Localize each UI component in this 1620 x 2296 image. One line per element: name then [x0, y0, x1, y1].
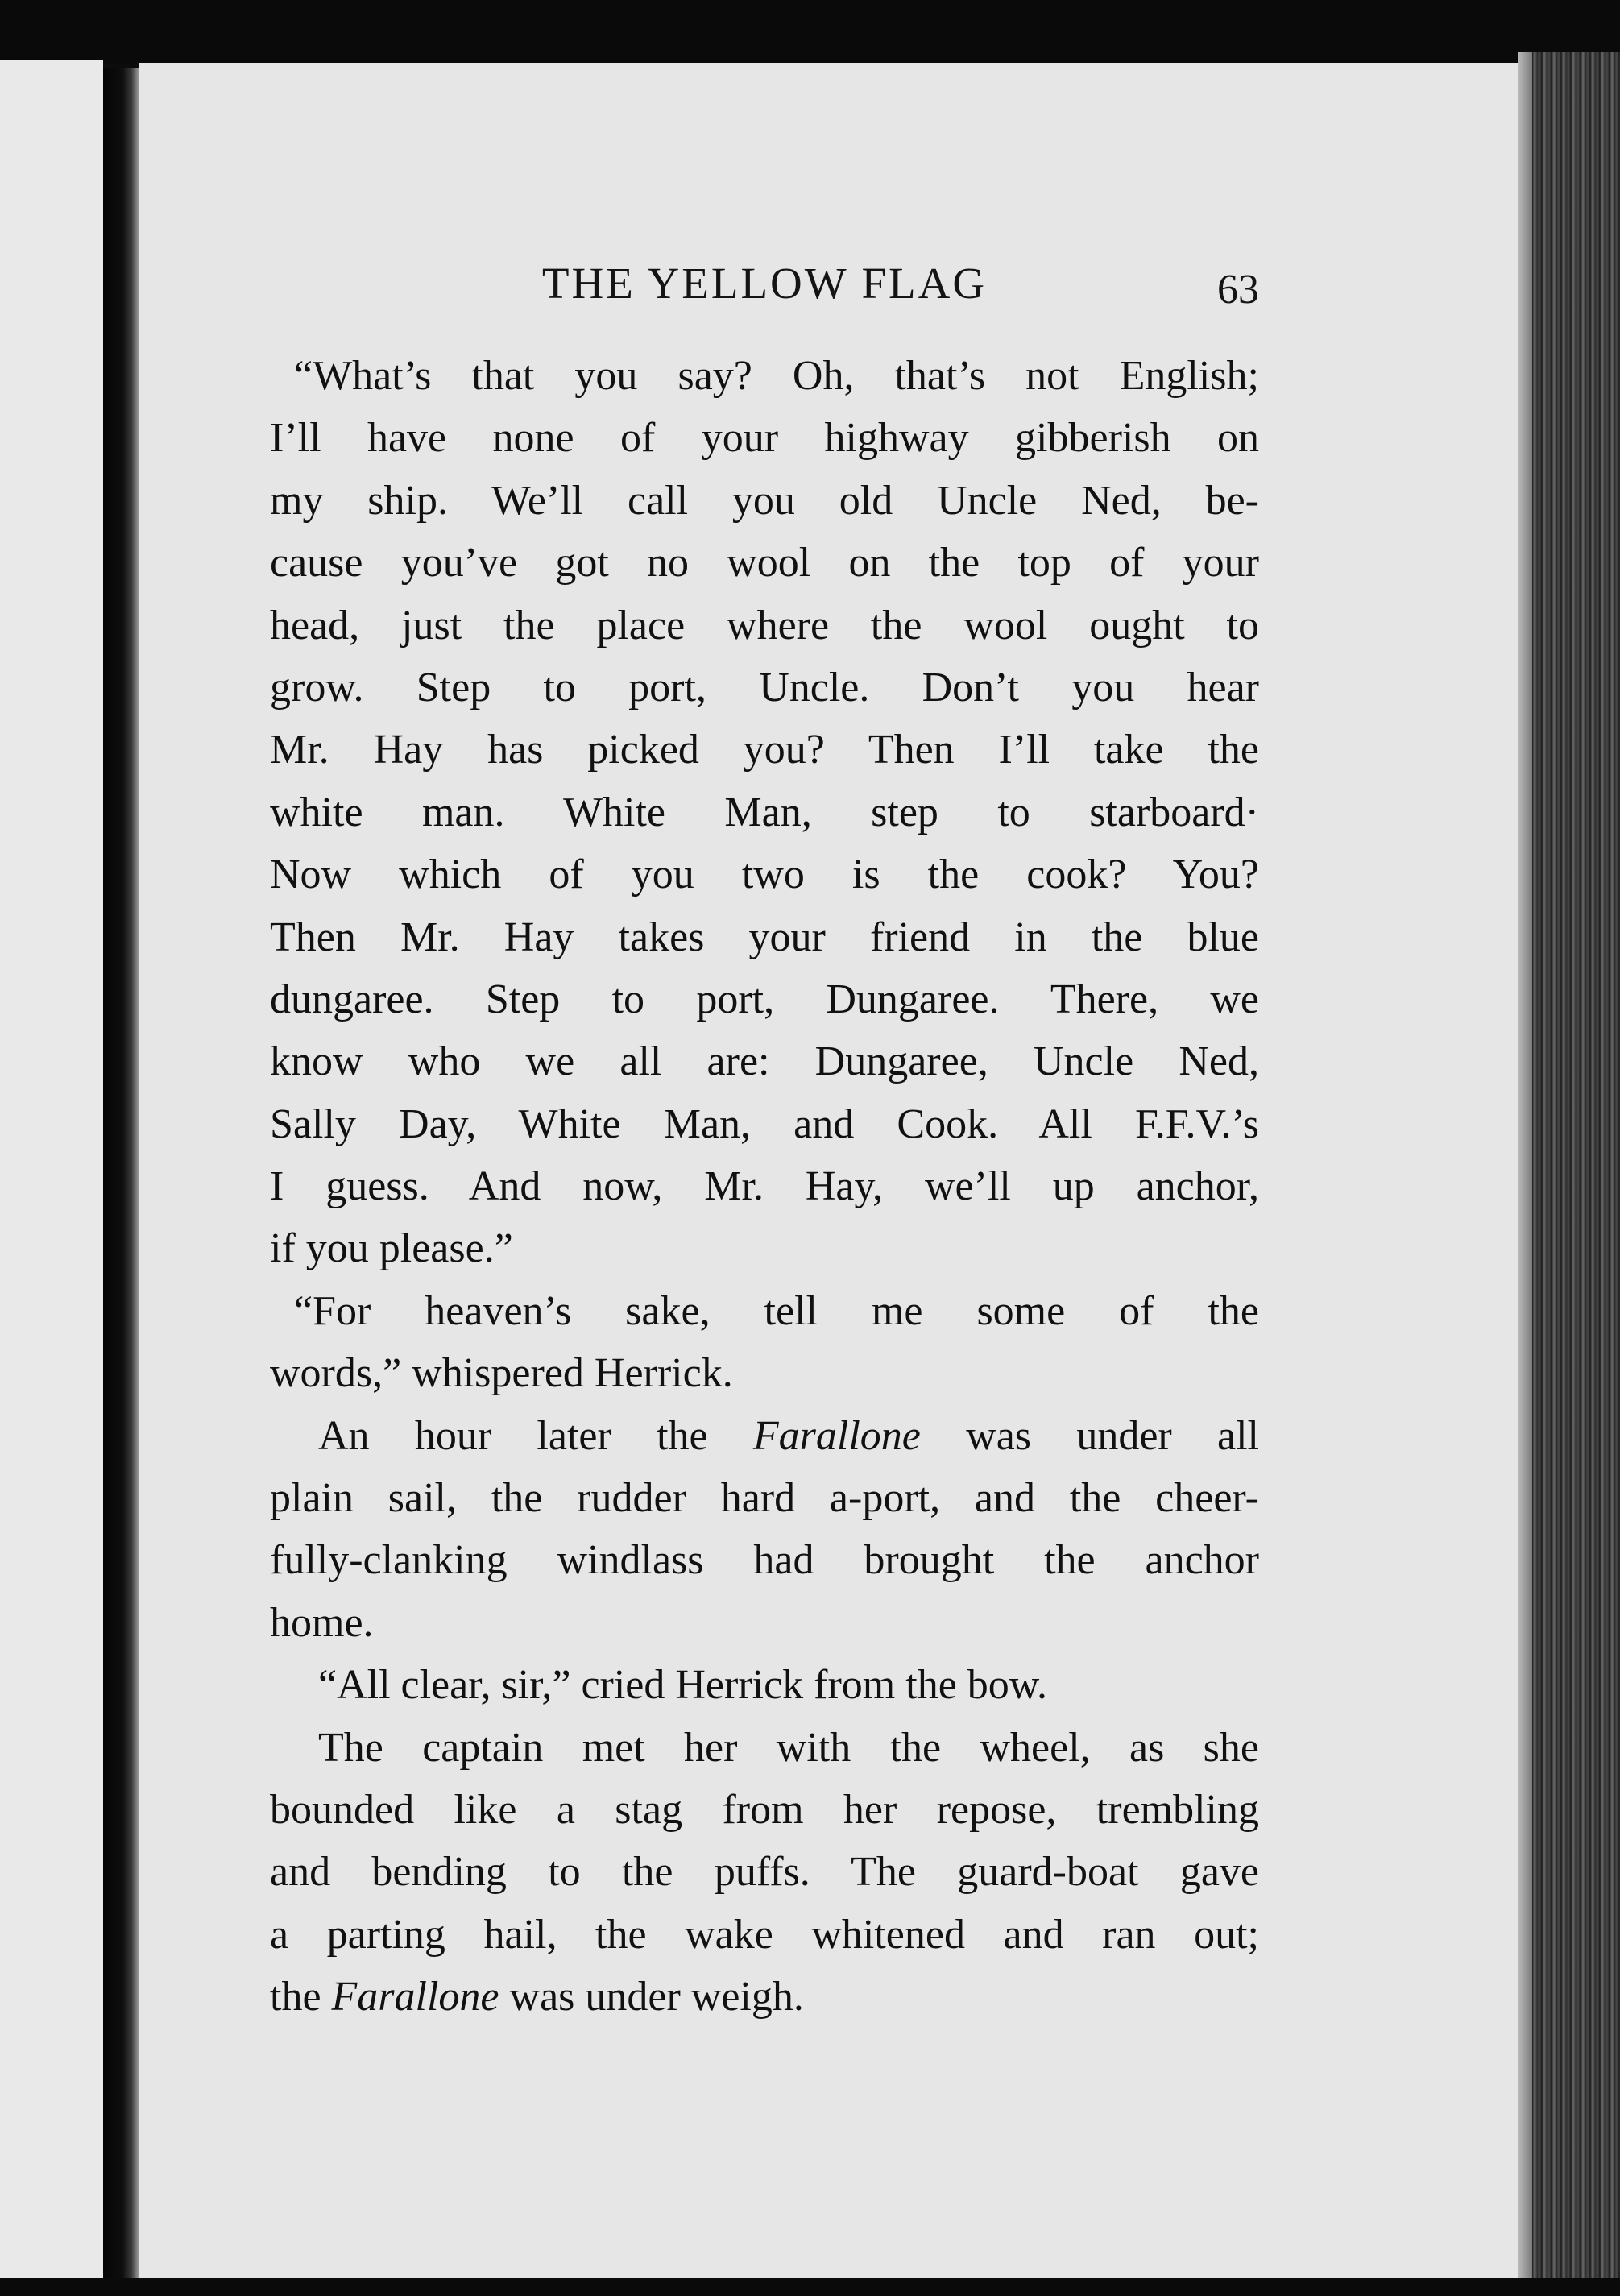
text-line: words,” whispered Herrick.: [270, 1350, 733, 1397]
text-line: Sally Day, White Man, and Cook. All F.F.V.’s: [270, 1100, 1259, 1147]
facing-page-edge: [0, 60, 103, 2284]
scan-bottom-border: [0, 2278, 1620, 2296]
text-line: “What’s that you say? Oh, that’s not English;: [294, 353, 1259, 399]
text-line: “For heaven’s sake, tell me some of the: [294, 1287, 1259, 1334]
text-line: An hour later the Farallone was under all: [318, 1412, 1259, 1459]
page-stack-edge: [1518, 52, 1620, 2296]
text-line: know who we all are: Dungaree, Uncle Ned,: [270, 1038, 1259, 1085]
text-line: white man. White Man, step to starboard·: [270, 789, 1259, 835]
text-line: cause you’ve got no wool on the top of your: [270, 540, 1259, 586]
text-line: a parting hail, the wake whitened and ran out;: [270, 1911, 1259, 1958]
text-line: “All clear, sir,” cried Herrick from the bow.: [318, 1662, 1047, 1709]
book-gutter: [103, 68, 139, 2296]
text-line: my ship. We’ll call you old Uncle Ned, be-: [270, 477, 1259, 524]
text-line: dungaree. Step to port, Dungaree. There, we: [270, 976, 1259, 1022]
text-line: I guess. And now, Mr. Hay, we’ll up anchor,: [270, 1163, 1259, 1210]
text-line: The captain met her with the wheel, as she: [318, 1724, 1259, 1771]
text-line: head, just the place where the wool ought to: [270, 602, 1259, 649]
text-line: if you please.”: [270, 1225, 513, 1272]
text-line: Then Mr. Hay takes your friend in the blue: [270, 914, 1259, 960]
text-line: plain sail, the rudder hard a-port, and the cheer-: [270, 1475, 1259, 1522]
text-line: Now which of you two is the cook? You?: [270, 852, 1259, 898]
running-title: THE YELLOW FLAG: [541, 259, 988, 308]
text-line: grow. Step to port, Uncle. Don’t you hear: [270, 664, 1259, 711]
text-line: bounded like a stag from her repose, trembling: [270, 1786, 1259, 1833]
body-text: [270, 345, 1259, 2037]
text-line: and bending to the puffs. The guard-boat gave: [270, 1849, 1259, 1896]
page-edge-shadow: [1518, 52, 1532, 2296]
text-line: home.: [270, 1599, 374, 1646]
text-line: the Farallone was under weigh.: [270, 1974, 804, 2020]
page-number: 63: [1217, 267, 1259, 313]
text-line: fully-clanking windlass had brought the anchor: [270, 1537, 1259, 1584]
text-line: I’ll have none of your highway gibberish on: [270, 415, 1259, 462]
scan-top-border: [0, 0, 1620, 64]
text-line: Mr. Hay has picked you? Then I’ll take the: [270, 727, 1259, 773]
running-head: [270, 251, 1259, 316]
